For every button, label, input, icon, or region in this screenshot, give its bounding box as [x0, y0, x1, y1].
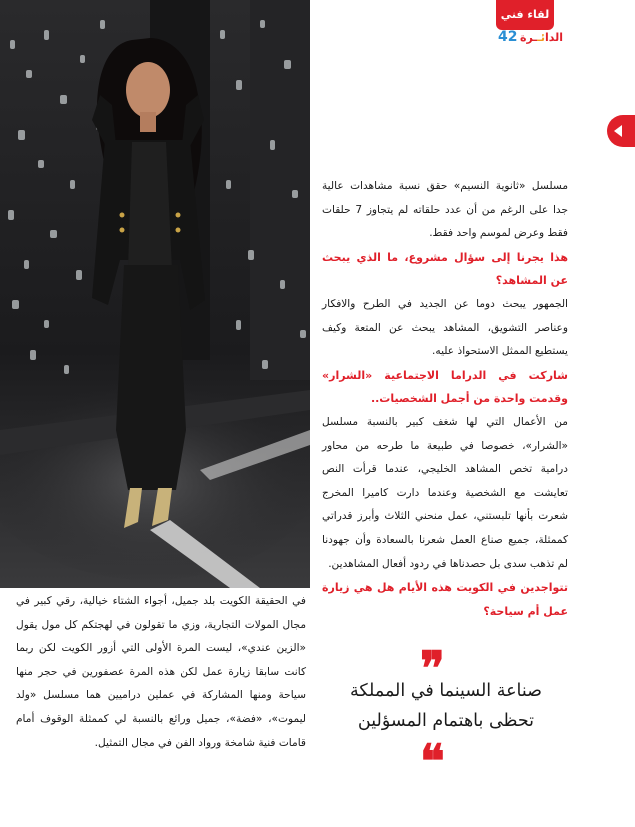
magazine-logo-part: ئـ [537, 31, 545, 44]
interview-question: هذا يجرنا إلى سؤال مشروع، ما الذي يبحث عن المشاهد؟ [322, 250, 568, 288]
pull-quote-line: صناعة السينما في المملكة [349, 681, 543, 701]
article-paragraph: من الأعمال التي لها شغف كبير بالنسبة مسلسل «الشرار»، خصوصا في طبيعة ما طرحه من محاور درامية تخص المشاهد الخليجي، عندما قرأت النص تعايشت مع الشخصية وعندما دارت كاميرا المخرج شعرت بأنها تلبستني، عمل منحني الثلاث وأبرز قدراتي كممثلة، جميع صناع العمل شعرنا بالسعادة وأن جهودنا لم تذهب سدى بل حصدناها في ردود أفعال المشاهدين. [322, 415, 568, 570]
article-paragraph: في الحقيقة الكويت بلد جميل، أجواء الشتاء خيالية، رقي كبير في مجال المولات التجارية، وزي ما تقولون في لهجتكم كل مول يقول «الزين عندي»، ليست المرة الأولى التي أزور الكويت لكن ربما كانت سابقا زيارة عمل لكن هذه المرة عصفورين في حجر منها سياحة ومنها المشاركة في عملين دراميين هما مسلسل «ولد ليموت»، «فضة»، جميل ورائع بالنسبة لي كممثلة الوقوف أمام قامات فنية شامخة ورواد الفن في مجال التمثيل. [16, 595, 306, 749]
quote-close-icon: ❝ [420, 734, 445, 788]
pull-quote-line: تحظى باهتمام المسؤلين [357, 711, 535, 731]
magazine-logo-part: ـرة [520, 31, 538, 44]
article-column-right [322, 175, 568, 623]
interview-question: شاركت في الدراما الاجتماعية «الشرار» وقدمت واحدة من أجمل الشخصيات.. [322, 368, 568, 406]
page-edge-tab [607, 115, 635, 147]
article-column-left [16, 590, 306, 755]
pull-quote [318, 676, 574, 736]
magazine-logo [520, 31, 563, 44]
section-label: لقاء فني [496, 0, 554, 30]
interview-question: تتواجدين في الكويت هذه الأيام هل هي زيارة عمل أم سياحة؟ [322, 581, 568, 618]
article-paragraph: مسلسل «ثانوية النسيم» حقق نسبة مشاهدات عالية جدا على الرغم من أن عدد حلقاته لم يتجاوز 7 حلقات فقط وعرض لموسم واحد فقط. [322, 180, 568, 240]
article-photo [0, 0, 310, 588]
magazine-logo-part: الدا [545, 31, 564, 44]
page-number: 42 [498, 29, 518, 45]
photo-illustration [0, 0, 310, 588]
quote-open-icon: ❞ [420, 641, 445, 695]
article-paragraph: الجمهور يبحث دوما عن الجديد في الطرح والافكار وعناصر التشويق، المشاهد يبحث عن المتعة وكيف يستطيع الممثل الاستحواذ عليه. [322, 297, 568, 358]
